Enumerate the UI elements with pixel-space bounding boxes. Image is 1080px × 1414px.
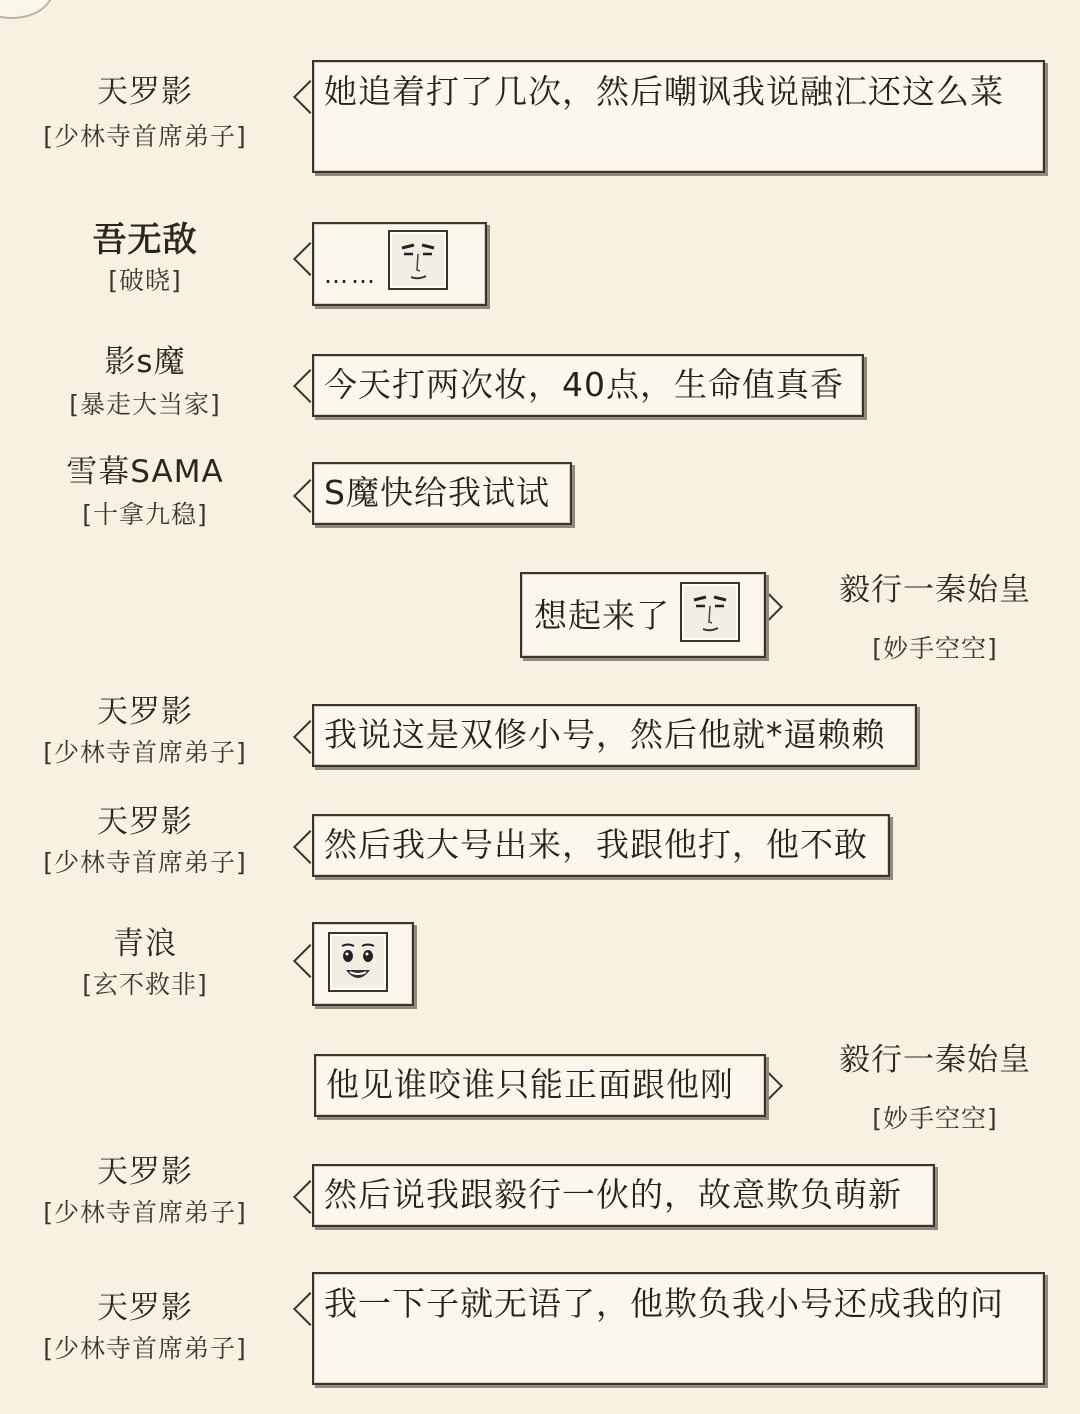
sender-info — [15, 692, 275, 770]
sender-title: [妙手空空] — [872, 1104, 998, 1133]
sender-title: [少林寺首席弟子] — [43, 848, 247, 877]
message-bubble[interactable] — [312, 704, 917, 767]
sender-info — [805, 570, 1065, 666]
sender-name: 毅行一秦始皇 — [839, 1042, 1031, 1078]
message-text: 然后说我跟毅行一伙的，故意欺负萌新 — [324, 1175, 902, 1214]
message-text: 她追着打了几次，然后嘲讽我说融汇还这么菜 — [324, 72, 1004, 111]
message-bubble[interactable] — [312, 814, 890, 877]
message-text: 我说这是双修小号，然后他就*逼赖赖 — [324, 715, 886, 754]
sender-title: [玄不救非] — [82, 970, 208, 999]
sender-info — [15, 452, 275, 532]
sender-name: 影s魔 — [104, 344, 186, 380]
message-bubble[interactable] — [312, 462, 572, 525]
message-text: 今天打两次妆，40点，生命值真香 — [324, 365, 844, 404]
message-bubble[interactable] — [312, 1164, 935, 1227]
sender-info — [15, 220, 275, 298]
corner-decoration — [0, 0, 54, 19]
sender-info — [15, 802, 275, 880]
sender-title: [妙手空空] — [872, 634, 998, 663]
message-text: 然后我大号出来，我跟他打，他不敢 — [324, 825, 868, 864]
sender-info — [15, 72, 275, 154]
sender-name: 天罗影 — [97, 804, 193, 840]
message-bubble[interactable] — [312, 222, 487, 306]
sender-info — [805, 1040, 1065, 1136]
message-text: 想起来了 — [534, 596, 670, 635]
sender-title: [十拿九稳] — [82, 500, 208, 529]
sender-info — [15, 342, 275, 422]
message-bubble[interactable] — [314, 1054, 766, 1117]
message-text: 我一下子就无语了，他欺负我小号还成我的问 — [324, 1284, 1004, 1323]
sender-info — [15, 1288, 275, 1366]
message-bubble[interactable] — [312, 922, 414, 1006]
sender-title: [少林寺首席弟子] — [43, 1198, 247, 1227]
sender-title: [少林寺首席弟子] — [43, 1334, 247, 1363]
message-text: S魔快给我试试 — [324, 473, 550, 512]
sender-info — [15, 1152, 275, 1230]
sender-name: 青浪 — [113, 926, 177, 962]
sender-name: 天罗影 — [97, 1154, 193, 1190]
sender-name: 天罗影 — [97, 694, 193, 730]
sender-title: [暴走大当家] — [69, 390, 221, 419]
surprised-face-icon — [328, 932, 388, 992]
message-bubble[interactable] — [520, 572, 766, 658]
message-text: 他见谁咬谁只能正面跟他刚 — [326, 1065, 734, 1104]
sender-name: 吾无敌 — [92, 220, 198, 260]
sender-info — [15, 924, 275, 1002]
message-bubble[interactable] — [312, 1272, 1045, 1385]
message-bubble[interactable] — [312, 354, 864, 417]
message-bubble[interactable] — [312, 60, 1045, 173]
sender-name: 天罗影 — [97, 74, 193, 110]
message-text: …… — [324, 261, 378, 289]
sender-name: 天罗影 — [97, 1290, 193, 1326]
sender-title: [少林寺首席弟子] — [43, 738, 247, 767]
sender-name: 毅行一秦始皇 — [839, 572, 1031, 608]
sender-title: [破晓] — [108, 266, 182, 295]
smug-face-icon — [680, 582, 740, 642]
sender-title: [少林寺首席弟子] — [43, 122, 247, 151]
sender-name: 雪暮SAMA — [66, 454, 224, 490]
smug-face-icon — [388, 230, 448, 290]
